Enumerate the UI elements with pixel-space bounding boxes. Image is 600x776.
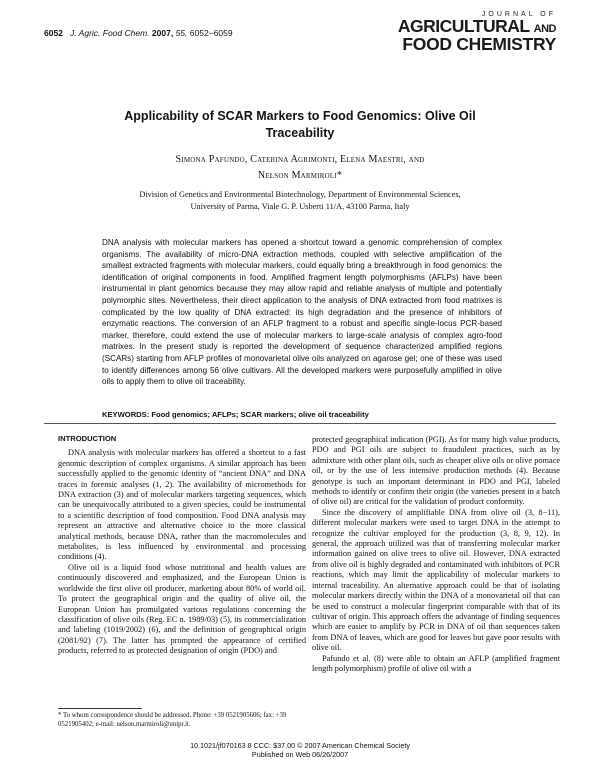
page-number: 6052 xyxy=(44,28,63,38)
logo-agricultural: AGRICULTURAL xyxy=(397,16,530,36)
title-line-2: Traceability xyxy=(265,126,335,140)
doi-copyright: 10.1021/jf070163 8 CCC: $37.00 © 2007 American Chemical Society xyxy=(190,741,410,750)
journal-abbrev: J. Agric. Food Chem. xyxy=(70,28,150,38)
logo-line-agricultural xyxy=(398,18,556,36)
footnote-rule xyxy=(58,708,142,709)
affiliation-line-2: University of Parma, Viale G. P. Usberti 11/A, 43100 Parma, Italy xyxy=(190,201,410,211)
authors-line-2: Nelson Marmiroli* xyxy=(257,170,343,181)
body-paragraph: Since the discovery of amplifiable DNA from olive oil (3, 8−11), different molecular markers were used to target DNA in the attempt to recognize the cultivar employed for the production (3, 8, 9, 12). In general, the approach utilized was that of transferring molecular marker information gained on olive trees to olive oil. However, DNA extracted from olive oil is highly degraded and contaminated with inhibitors of PCR reactions, which may limit the applicability of molecular markers to internal traceability. An alternative approach could be that of isolating molecular markers directly within the DNA of a monovarietal oil that can be used to construct a molecular fingerprint comparable with that of its cultivar of origin. This approach offers the advantage of finding sequences which are easier to amplify by PCR in DNA of oil than sequences taken from DNA of leaves, which are good for leaves but gave poor results with olive oil. xyxy=(312,507,560,653)
body-column-left xyxy=(58,434,306,657)
journal-logo xyxy=(398,11,556,53)
affiliation xyxy=(110,189,490,212)
body-paragraph: Olive oil is a liquid food whose nutritional and health values are continuously discovered and emphasized, and the European Union is worldwide the first olive oil producer, marketing about 80% of world oil. To protect the geographical origin and the quality of olive oil, the European Union has promulgated various regulations concerning the classification of olive oils (Reg. EC n. 1989/03) (5), its commercialization and labeling (1019/2002) (6), and the definition of geographical origin (2081/92) (7). The latter has prompted the appearance of certified products, referred to as protected designation of origin (PDO) and xyxy=(58,562,306,656)
body-paragraph: DNA analysis with molecular markers has offered a shortcut to a fast genomic description of complex organisms. A similar approach has been successfully applied to the genomic identity of “ancient DNA” and DNA traces in forensic analyses (1, 2). The availability of micromethods for DNA extraction (3) and of molecular markers targeting sequences, which can be unequivocally attributed to a given species, could be instrumental to a scientific description of food composition. Food DNA analysis may represent an attractive and alternative choice to the more classical analytical methods, because DNA, rather than the macromolecules and metabolites, is less influenced by environmental and processing conditions (4). xyxy=(58,448,306,562)
logo-line-food-chemistry: FOOD CHEMISTRY xyxy=(402,33,556,54)
section-heading-introduction: INTRODUCTION xyxy=(58,434,117,443)
authors-line-1: Simona Pafundo, Caterina Agrimonti, Elena Maestri, and xyxy=(175,154,425,165)
logo-line-journal-of: JOURNAL OF xyxy=(481,11,556,18)
logo-and: AND xyxy=(533,23,556,35)
article-title xyxy=(100,108,500,142)
journal-pages: 6052−6059 xyxy=(189,28,233,38)
body-column-right xyxy=(312,435,560,674)
abstract: DNA analysis with molecular markers has opened a shortcut toward a genomic comprehension of complex organisms. The availability of micro-DNA extraction methods, coupled with selective amplification of the smallest extracted fragments with molecular markers, could equally bring a breakthrough in food genomics: the identification of original components in food. Amplified fragment length polymorphisms (AFLPs) have been instrumental in plant genomics because they may allow rapid and reliable analysis of multiple and potentially polymorphic sites. Nevertheless, their direct application to the analysis of DNA extracted from food matrixes is complicated by the low quality of DNA extracted: its high degradation and the presence of inhibitors of enzymatic reactions. The conversion of an AFLP fragment to a robust and specific single-locus PCR-based marker, therefore, could extend the use of molecular markers to large-scale analysis of complex agro-food matrixes. In the present study is reported the development of sequence characterized amplified regions (SCARs) starting from AFLP profiles of monovarietal olive oils analyzed on agarose gel; one of these was used to identify differences among 56 olive cultivars. All the developed markers were purposefully amplified in olive oils to apply them to olive oil traceability. xyxy=(102,238,502,387)
page-footer xyxy=(150,741,450,760)
author-list xyxy=(100,152,500,184)
title-line-1: Applicability of SCAR Markers to Food Genomics: Olive Oil xyxy=(124,109,476,123)
section-divider xyxy=(44,423,556,424)
journal-volume: 55, xyxy=(175,28,188,38)
body-paragraph: Pafundo et al. (8) were able to obtain an AFLP (amplified fragment length polymorphism) profile of olive oil with a xyxy=(312,653,560,673)
keywords: KEYWORDS: Food genomics; AFLPs; SCAR markers; olive oil traceability xyxy=(102,410,369,419)
running-head xyxy=(44,28,233,38)
journal-year: 2007, xyxy=(151,28,174,38)
correspondence-footnote: * To whom correspondence should be addressed. Phone: +39 0521905606; fax: +39 0521905402; e-mail: nelson.marmiroli@unipr.it. xyxy=(58,712,287,728)
affiliation-line-1: Division of Genetics and Environmental Biotechnology, Department of Environmental Sciences, xyxy=(139,190,461,199)
publication-date: Published on Web 06/26/2007 xyxy=(251,750,349,760)
body-paragraph: protected geographical indication (PGI). As for many high value products, PDO and PGI oils are subject to fraudulent practices, such as by admixture with other plant oils, such as cheaper olive oils or olive pomace oil, or by the use of less intensive production methods (4). Because genotype is such an important determinant in PDO and PGI, labeled methods to identify or confirm their origin (the varieties present in a batch of olive oil) are critical for the validation of product conformity. xyxy=(312,435,560,507)
